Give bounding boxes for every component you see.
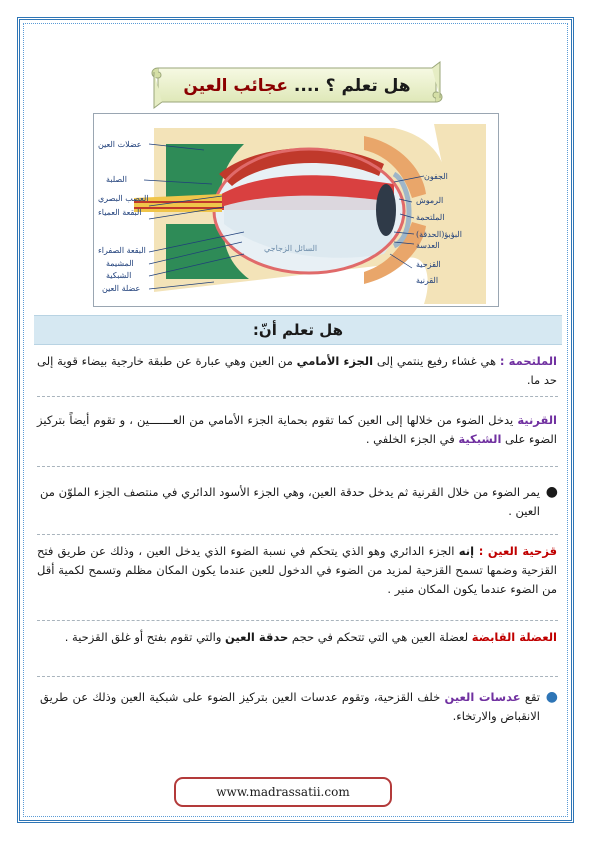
paragraph-conjunctiva xyxy=(37,352,557,390)
paragraph-sphincter xyxy=(37,628,557,647)
website-url[interactable]: www.madrassatii.com xyxy=(216,785,350,799)
label-macula: البقعة الصفراء xyxy=(98,246,146,255)
term-cornea: القرنية xyxy=(517,413,557,427)
website-link-box[interactable] xyxy=(174,777,392,807)
bullet-icon: ● xyxy=(545,689,558,705)
paragraph-iris xyxy=(37,542,557,599)
label-vitreous: السائل الزجاجي xyxy=(264,244,318,253)
paragraph-cornea xyxy=(37,411,557,449)
label-conjunctiva: الملتحمة xyxy=(416,213,445,222)
label-retina: الشبكية xyxy=(106,271,132,280)
bullet-lens-text xyxy=(40,688,540,726)
p1-emphasis: الجزء الأمامي xyxy=(296,354,374,368)
term-iris: قزحية العين : xyxy=(478,544,558,558)
eye-diagram xyxy=(93,113,499,307)
term-lens: عدسات العين xyxy=(444,690,521,704)
term-retina: الشبكية xyxy=(458,432,502,446)
label-iris: القزحية xyxy=(416,260,441,269)
p2-text-1: يدخل الضوء من خلالها إلى العين كما تقوم بحماية الجزء الأمامي من العـــــــين ، و تقوم أيضاً بتركيز الضوء على xyxy=(37,413,557,446)
label-optic-nerve: العصب البصري xyxy=(98,194,149,203)
divider xyxy=(37,396,558,397)
divider xyxy=(37,676,558,677)
p2-text-2: في الجزء الخلفي . xyxy=(365,432,459,446)
banner-title: عجائب العين xyxy=(183,76,288,96)
banner-heading xyxy=(148,76,446,96)
label-eyelids: الجفون xyxy=(424,172,448,181)
p1-text-2: من العين وهي عبارة عن طبقة خارجية بيضاء قوية إلى حد ما. xyxy=(37,354,557,387)
term-sphincter-muscle: العضلة القابضة xyxy=(471,630,557,644)
label-lens: العدسة xyxy=(416,241,440,250)
section-title: هل تعلم أنّ: xyxy=(252,321,344,339)
label-pupil: البؤبؤ(الحدقة) xyxy=(416,230,462,239)
title-banner xyxy=(148,58,446,112)
p3-text: الجزء الدائري وهو الذي يتحكم في نسبة الضوء الذي يدخل العين ، وذلك عن طريق فتح القزحية وضمها تسمح القزحية لمزيد من الضوء في الدخول للعين عندما يكون المكان مظلم وتسمح لكمية أقل من الضوء عندما يكون المكان منير . xyxy=(37,544,557,596)
bullet-icon: ● xyxy=(545,484,558,500)
banner-question: هل تعلم ؟ .... xyxy=(293,76,411,96)
divider xyxy=(37,466,558,467)
divider xyxy=(37,534,558,535)
b2-text-1: تقع xyxy=(520,690,540,704)
label-cornea: القرنية xyxy=(416,276,439,285)
p4-text-2: والتي تقوم بفتح أو غلق القزحية . xyxy=(64,630,226,644)
b2-text-2: خلف القزحية، وتقوم عدسات العين بتركيز الضوء على شبكية العين وذلك عن طريق الانقباض والارتخاء. xyxy=(40,690,540,723)
bullet-lens xyxy=(40,688,558,726)
section-header xyxy=(34,315,562,345)
p3-emphasis: إنه xyxy=(458,544,479,558)
label-eye-muscles: عضلات العين xyxy=(98,140,142,149)
divider xyxy=(37,620,558,621)
label-blind-spot: البقعة العمياء xyxy=(98,208,142,217)
term-conjunctiva: الملتحمة : xyxy=(499,354,557,368)
label-eye-muscle: عضلة العين xyxy=(102,284,141,293)
label-choroid: المشيمة xyxy=(106,259,134,268)
p4-text-1: لعضلة العين هي التي تتحكم في حجم xyxy=(288,630,472,644)
label-sclera: الصلبة xyxy=(106,175,127,184)
label-eyelashes: الرموش xyxy=(416,196,444,205)
p4-emphasis: حدقة العين xyxy=(225,630,289,644)
p1-text-1: هي غشاء رفيع ينتمي إلى xyxy=(373,354,500,368)
bullet-pupil xyxy=(40,483,558,521)
bullet-pupil-text: يمر الضوء من خلال القرنية ثم يدخل حدقة العين، وهي الجزء الأسود الدائري في منتصف الجزء الملوّن من العين . xyxy=(40,485,540,518)
